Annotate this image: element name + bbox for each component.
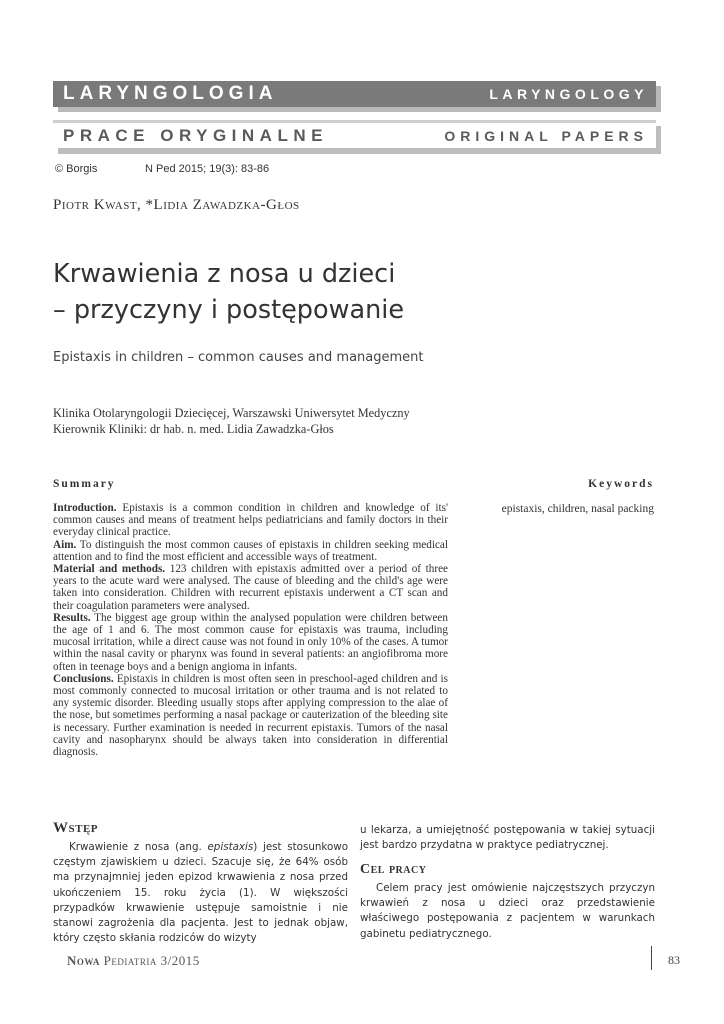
heading-cel-pracy: Cel pracy [360,862,427,877]
title-line-1: Krwawienia z nosa u dzieci [53,259,396,289]
intro-paragraph-continued [360,823,655,853]
article-subtitle: Epistaxis in children – common causes and management [53,350,424,365]
abstract-methods [53,563,448,612]
keywords-heading: Keywords [588,478,654,490]
affiliation [53,405,410,437]
aim-paragraph [360,881,655,942]
text-results: The biggest age group within the analysed population were children between the age of 1 and 6. The most common cause for epistaxis was trauma, including mucosal irritation, while a direct cause was not found in only 10% of the cases. A tumor within the nasal cavity or pharynx was found in several patients: an angiofibroma more often in teenage boys and a benign angioma in infants. [53,611,448,673]
intro-text-before: Krwawienie z nosa (ang. [69,841,208,853]
label-conclusions: Conclusions. [53,672,114,685]
article-type-en: ORIGINAL PAPERS [444,128,648,144]
label-methods: Material and methods. [53,563,166,576]
aim-text: Celem pracy jest omówienie najczęstszych przyczyn krwawień z nosa u dzieci oraz przedstawienie właściwego postępowania z pacjentem w warunkach gabinetu pediatrycznego. [360,882,655,940]
label-introduction: Introduction. [53,502,117,514]
intro-italic-term: epistaxis [207,841,254,853]
heading-wstep: Wstęp [53,820,99,836]
abstract-introduction [53,502,448,539]
label-results: Results. [53,611,91,624]
article-title [53,256,653,328]
journal-issue: 3/2015 [160,953,200,968]
journal-name-rest: Pediatria [103,953,157,968]
intro-continued-text: u lekarza, a umiejętność postępowania w takiej sytuacji jest bardzo przydatna w praktyce pediatrycznej. [360,824,655,852]
intro-paragraph [53,840,348,946]
text-introduction: Epistaxis is a common condition in children and knowledge of its' common causes and means of treatment helps pediatricians and family doctors in their everyday clinical practice. [53,502,449,539]
article-type-pl: PRACE ORYGINALNE [63,126,328,145]
text-conclusions: Epistaxis in children is most often seen in preschool-aged children and is most commonly connected to mucosal irritation or other trauma and is not related to any systemic disorder. Bleeding usually stops after applying compression to the alae of the nose, but sometimes performing a nasal package or cauterization of the bleeding site is necessary. Further examination is needed in recurrent epistaxis. Tumors of the nasal cavity and nasopharynx should be always taken into consideration in differential diagnosis. [53,672,448,759]
authors: Piotr Kwast, *Lidia Zawadzka-Głos [53,197,300,213]
citation: N Ped 2015; 19(3): 83-86 [145,163,270,175]
affiliation-line-1: Klinika Otolaryngologii Dziecięcej, Warszawski Uniwersytet Medyczny [53,406,410,420]
keywords-text: epistaxis, children, nasal packing [501,503,654,515]
article-type-banner [53,120,656,148]
abstract-results [53,612,448,673]
text-methods: 123 children with epistaxis admitted over a period of three years to the acute ward were analysed. The cause of bleeding and the child's age were taken into consideration. Children with recurrent epistaxis underwent a CT scan and their coagulation parameters were analysed. [53,563,448,612]
intro-text-after: ) jest stosunkowo częstym zjawiskiem u dzieci. Szacuje się, że 64% osób ma przynajmniej jeden epizod krwawienia z nosa przed ukończeniem 15. roku życia (1). W większości przypadków krwawienie ustępuje samoistnie i nie stanowi zagrożenia dla pacjenta. Jest to jednak objaw, który często skłania rodziców do wizyty [53,841,349,945]
section-banner [53,81,656,107]
publisher: © Borgis [55,163,98,175]
abstract [53,502,448,758]
affiliation-line-2: Kierownik Kliniki: dr hab. n. med. Lidia Zawadzka-Głos [53,422,334,436]
journal-footer [67,953,200,969]
page-number: 83 [668,953,680,967]
journal-name-bold: Nowa [67,953,100,968]
abstract-aim [53,539,448,563]
section-title-pl: LARYNGOLOGIA [63,83,278,104]
section-title-en: LARYNGOLOGY [489,86,648,102]
title-line-2: – przyczyny i postępowanie [53,295,405,325]
summary-heading: Summary [53,478,116,490]
text-aim: To distinguish the most common causes of epistaxis in children seeking medical attention and to find the most efficient and accessible ways of treatment. [53,538,448,563]
footer-divider [651,946,652,970]
abstract-conclusions [53,673,448,758]
label-aim: Aim. [53,538,77,551]
